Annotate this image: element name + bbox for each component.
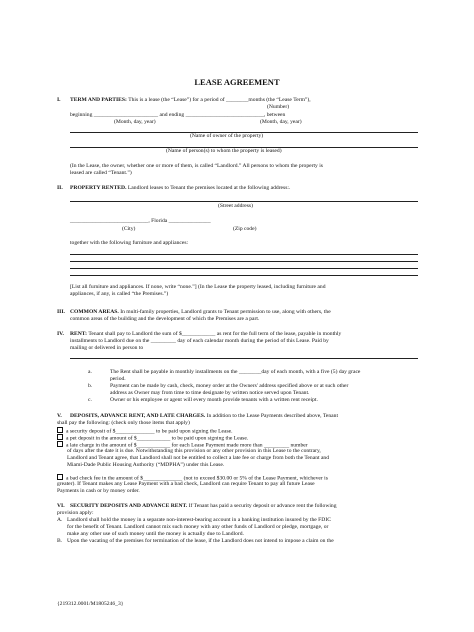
furniture-line-3 (70, 268, 418, 269)
section-5-line-1: In addition to the Lease Payments described above, Tenant (206, 413, 339, 419)
rent-item-c-line-1: Owner or his employee or agent will every month provide tenants with a written rent receipt. (110, 397, 318, 403)
late-charge-checkbox[interactable] (57, 441, 63, 447)
furniture-line-4 (70, 275, 418, 276)
section-4-line-3: mailing or delivered in person to (70, 345, 144, 351)
furniture-note-1: [List all furniture and appliances. If none, write “none.”] (In the Lease the property leased, including furniture and (70, 284, 326, 290)
city-zip-line: ____________________________, Florida _______________ (70, 218, 211, 224)
section-1-number: I. (57, 97, 61, 103)
late-charge-text-1: a late charge in the amount of $____________ for each Lease Payment made more than _________ number (66, 442, 308, 449)
furniture-line-2 (70, 261, 418, 262)
document-footer-id: {219312.0001/M1805246_3} (57, 601, 124, 607)
section-1-heading: TERM AND PARTIES: (70, 97, 127, 103)
section-6-item-b-label: B. (57, 538, 63, 544)
rent-item-c-label: c. (88, 397, 92, 403)
section-4-text (70, 331, 341, 338)
section-6-line-2: provision apply: (57, 510, 94, 516)
section-2-text (70, 185, 290, 192)
zip-label: (Zip code) (233, 226, 257, 232)
late-charge-text-3: Landlord and Tenant agree, that Landlord shall not be entitled to collect a late fee or charge from both the Tenant and (67, 455, 330, 461)
furniture-line-1 (70, 254, 418, 255)
section-1-text (70, 97, 311, 104)
section-6-line-1: If Tenant has paid a security deposit or advance rent the following (188, 503, 337, 509)
document-title: LEASE AGREEMENT (194, 77, 280, 87)
late-charge-text-2: of days after the date it is due. Notwithstanding this provision or any other provision in this Lease to the contrary, (67, 448, 321, 454)
rent-item-b-label: b. (88, 383, 93, 389)
bad-check-checkbox[interactable] (57, 474, 63, 480)
rent-item-a-line-1: The Rent shall be payable in monthly installments on the ________day of each month, with a five (5) day grace (110, 369, 361, 375)
security-deposit-checkbox[interactable] (57, 427, 63, 433)
rent-item-b-line-2: address as Owner may from time to time designate by written notice served upon Tenant. (110, 390, 310, 396)
section-6-item-a-label: A. (57, 517, 63, 523)
section-1-line-2: beginning _______________________ and ending ____________________________, between (70, 112, 286, 118)
bad-check-text-3: Payments in cash or by money order. (57, 488, 140, 494)
section-4-line-2: installments to Landlord due on the _________ day of each calendar month during the period of this Lease. Paid by (70, 338, 329, 344)
section-4-heading: RENT: (70, 331, 87, 337)
end-date-label: (Month, day, year) (260, 119, 302, 125)
section-3-number: III. (57, 309, 65, 315)
city-label: (City) (122, 226, 136, 232)
section-1-para-2: leased are called “Tenant.”) (70, 170, 132, 176)
section-5-heading: DEPOSITS, ADVANCE RENT, AND LATE CHARGES. (70, 413, 206, 419)
owner-name-label: (Name of owner of the property) (190, 133, 264, 139)
section-3-heading: COMMON AREAS. (70, 309, 119, 315)
number-label: (Number) (267, 104, 290, 110)
section-6-item-a-line-1: Landlord shall hold the money in a separate non-interest-bearing account in a banking institution insured by the FDIC (67, 517, 331, 523)
section-4-line-1: Tenant shall pay to Landlord the sum of $____________ as rent for the full term of the lease, payable in monthly (88, 331, 342, 337)
rent-item-a-line-2: period. (110, 376, 126, 382)
rent-item-b-line-1: Payment can be made by cash, check, money order at the Owners' address specified above or at such other (110, 383, 349, 389)
section-2-number: II. (57, 185, 63, 191)
section-6-heading: SECURITY DEPOSITS AND ADVANCE RENT. (70, 503, 188, 509)
rent-address-line (70, 358, 418, 359)
section-3-line-2: common areas of the building and the development of which the Premises are a part. (70, 316, 260, 322)
pet-deposit-text: a pet deposit in the amount of $____________ to be paid upon signing the Lease. (66, 435, 249, 442)
begin-date-label: (Month, day, year) (114, 119, 156, 125)
section-1-para-1: (In the Lease, the owner, whether one or more of them, is called “Landlord.” All persons to whom the property is (70, 163, 323, 169)
late-charge-text-4: Miami-Dade Public Housing Authority (“MDPHA”) under this Lease. (67, 462, 225, 468)
furniture-note-2: appliances, if any, is called “the Premises.”) (70, 291, 169, 297)
section-6-text (70, 503, 337, 510)
street-address-label: (Street address) (218, 203, 253, 209)
section-4-number: IV. (57, 331, 64, 337)
bad-check-text-1: a bad check fee in the amount of $______________ (not to exceed $30.00 or 5% of the Lease Payment, whichever is (66, 475, 328, 482)
section-2-line-1: Landlord leases to Tenant the premises located at the following address:. (127, 185, 291, 191)
security-deposit-text: a security deposit of $______________ to be paid upon signing the Lease. (66, 428, 233, 435)
bad-check-text-2: greater). If Tenant makes any Lease Payment with a bad check, Landlord can require Tenant to pay all future Lease (57, 481, 315, 487)
section-5-text (70, 413, 338, 420)
section-6-item-a-line-3: make any other use of such money until the money is actually due to Landlord. (67, 531, 244, 537)
rent-item-a-label: a. (88, 369, 92, 375)
section-3-line-1: In multi-family properties, Landlord grants to Tenant permission to use, along with others, the (120, 309, 331, 315)
furniture-intro: together with the following furniture and appliances: (70, 240, 189, 246)
section-1-line-1: This is a lease (the “Lease”) for a period of ________months (the “Lease Term”), (128, 97, 311, 103)
pet-deposit-checkbox[interactable] (57, 434, 63, 440)
section-3-text (70, 309, 331, 316)
section-2-heading: PROPERTY RENTED. (70, 185, 127, 191)
street-address-line (70, 201, 418, 202)
tenant-name-label: (Name of person(s) to whom the property is leased) (166, 148, 282, 154)
section-6-item-a-line-2: for the benefit of Tenant. Landlord cannot mix such money with any other funds of Landlord or pledge, mortgage, or (67, 524, 329, 530)
section-5-number: V. (57, 413, 62, 419)
section-5-line-2: shall pay the following: (check only those items that apply) (57, 420, 190, 426)
section-6-number: VI. (57, 503, 65, 509)
section-6-item-b-line-1: Upon the vacating of the premises for termination of the lease, if the Landlord does not intend to impose a claim on the (67, 538, 334, 544)
